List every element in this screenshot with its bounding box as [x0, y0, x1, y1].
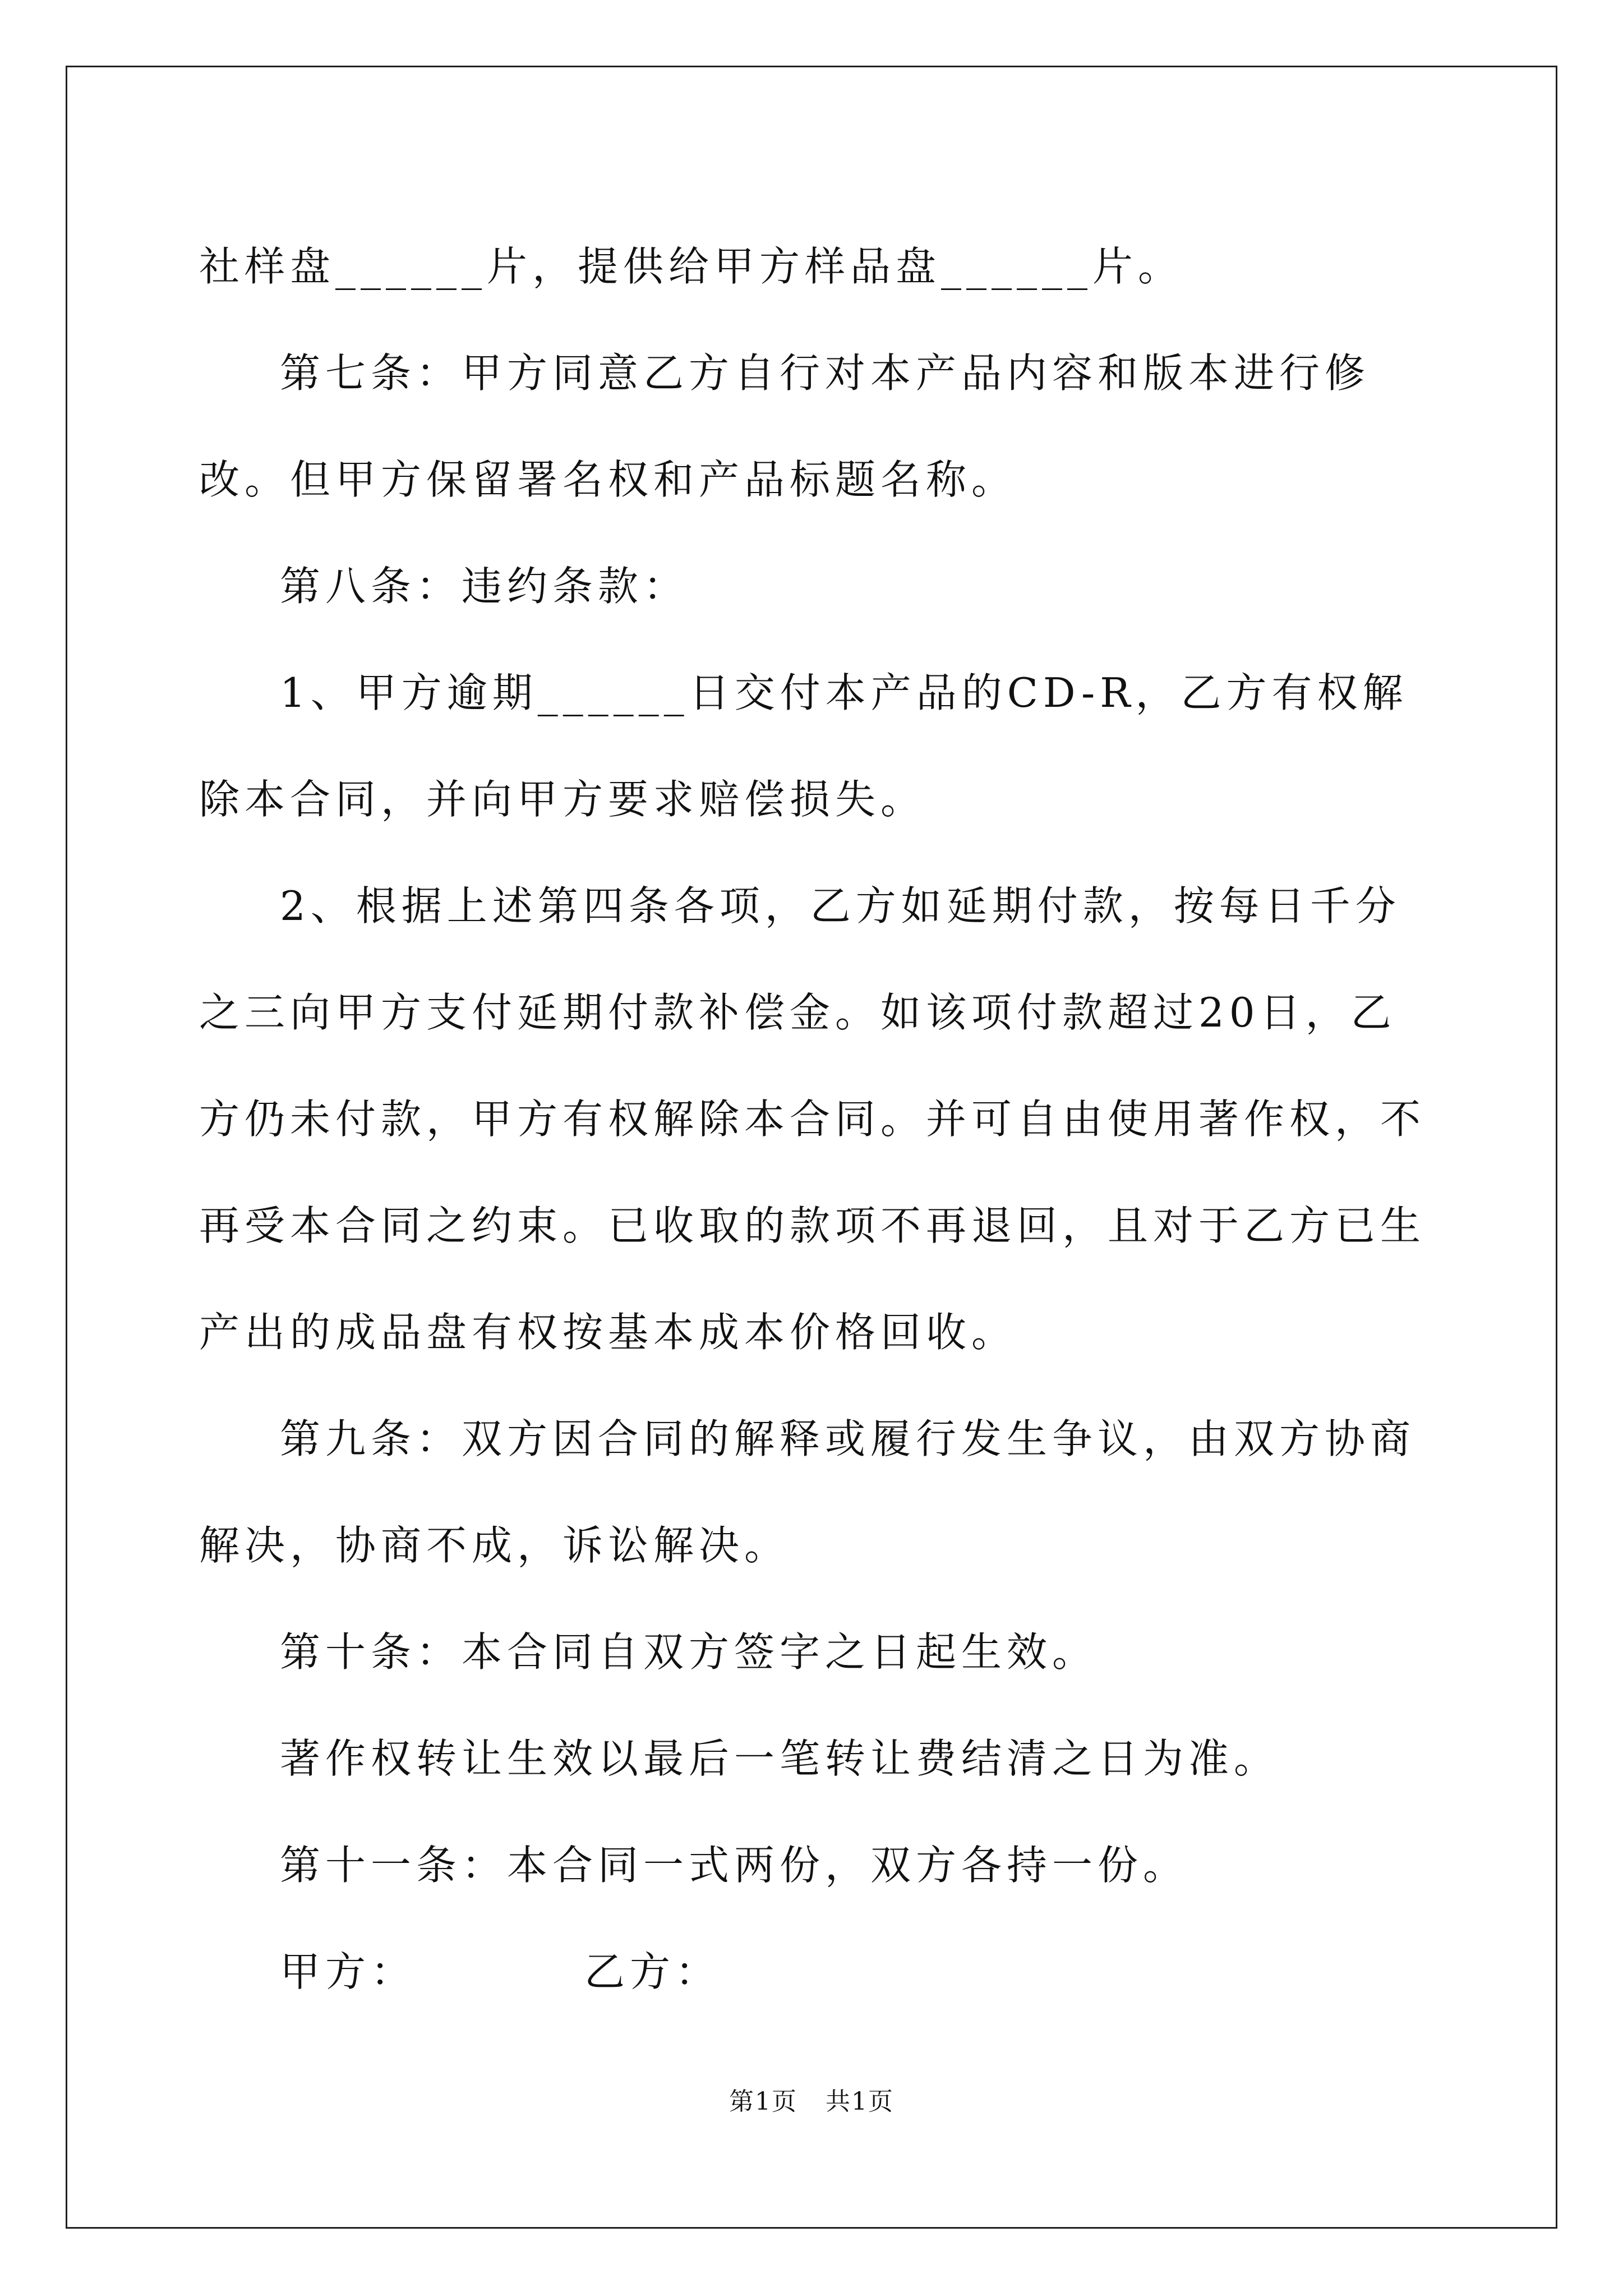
- page-number-total: 共1页: [826, 2087, 894, 2116]
- paragraph-article-8-clause-2: 2、根据上述第四条各项，乙方如延期付款，按每日千分之三向甲方支付延期付款补偿金。如该项付款超过20日，乙方仍未付款，甲方有权解除本合同。并可自由使用著作权，不再受本合同之约束。已收取的款项不再退回，且对于乙方已生产出的成品盘有权按基本成本价格回收。: [199, 882, 1426, 1356]
- paragraph-article-8-heading: 第八条：违约条款：: [280, 563, 689, 610]
- signature-line: [199, 1918, 1433, 2025]
- paragraph-article-8-clause-1: 1、甲方逾期______日交付本产品的CD-R，乙方有权解除本合同，并向甲方要求赔偿损失。: [199, 669, 1408, 823]
- paragraph-article-9: 第九条：双方因合同的解释或履行发生争议，由双方协商解决，协商不成，诉讼解决。: [199, 1415, 1416, 1569]
- paragraph-article-7: 第七条：甲方同意乙方自行对本产品内容和版本进行修改。但甲方保留署名权和产品标题名称。: [199, 349, 1371, 503]
- document-body: [199, 213, 1433, 2025]
- page-number-current: 第1页: [729, 2087, 797, 2116]
- party-a-label: 甲方：: [280, 1948, 417, 1995]
- paragraph-article-10: 第十条：本合同自双方签字之日起生效。: [280, 1628, 1098, 1676]
- paragraph-sample-discs: 社样盘______片，提供给甲方样品盘______片。: [199, 243, 1184, 290]
- party-b-label: 乙方：: [584, 1948, 721, 1995]
- paragraph-article-11: 第十一条：本合同一式两份，双方各持一份。: [280, 1842, 1189, 1889]
- paragraph-copyright-transfer: 著作权转让生效以最后一笔转让费结清之日为准。: [280, 1735, 1280, 1782]
- page-footer: [0, 2081, 1623, 2117]
